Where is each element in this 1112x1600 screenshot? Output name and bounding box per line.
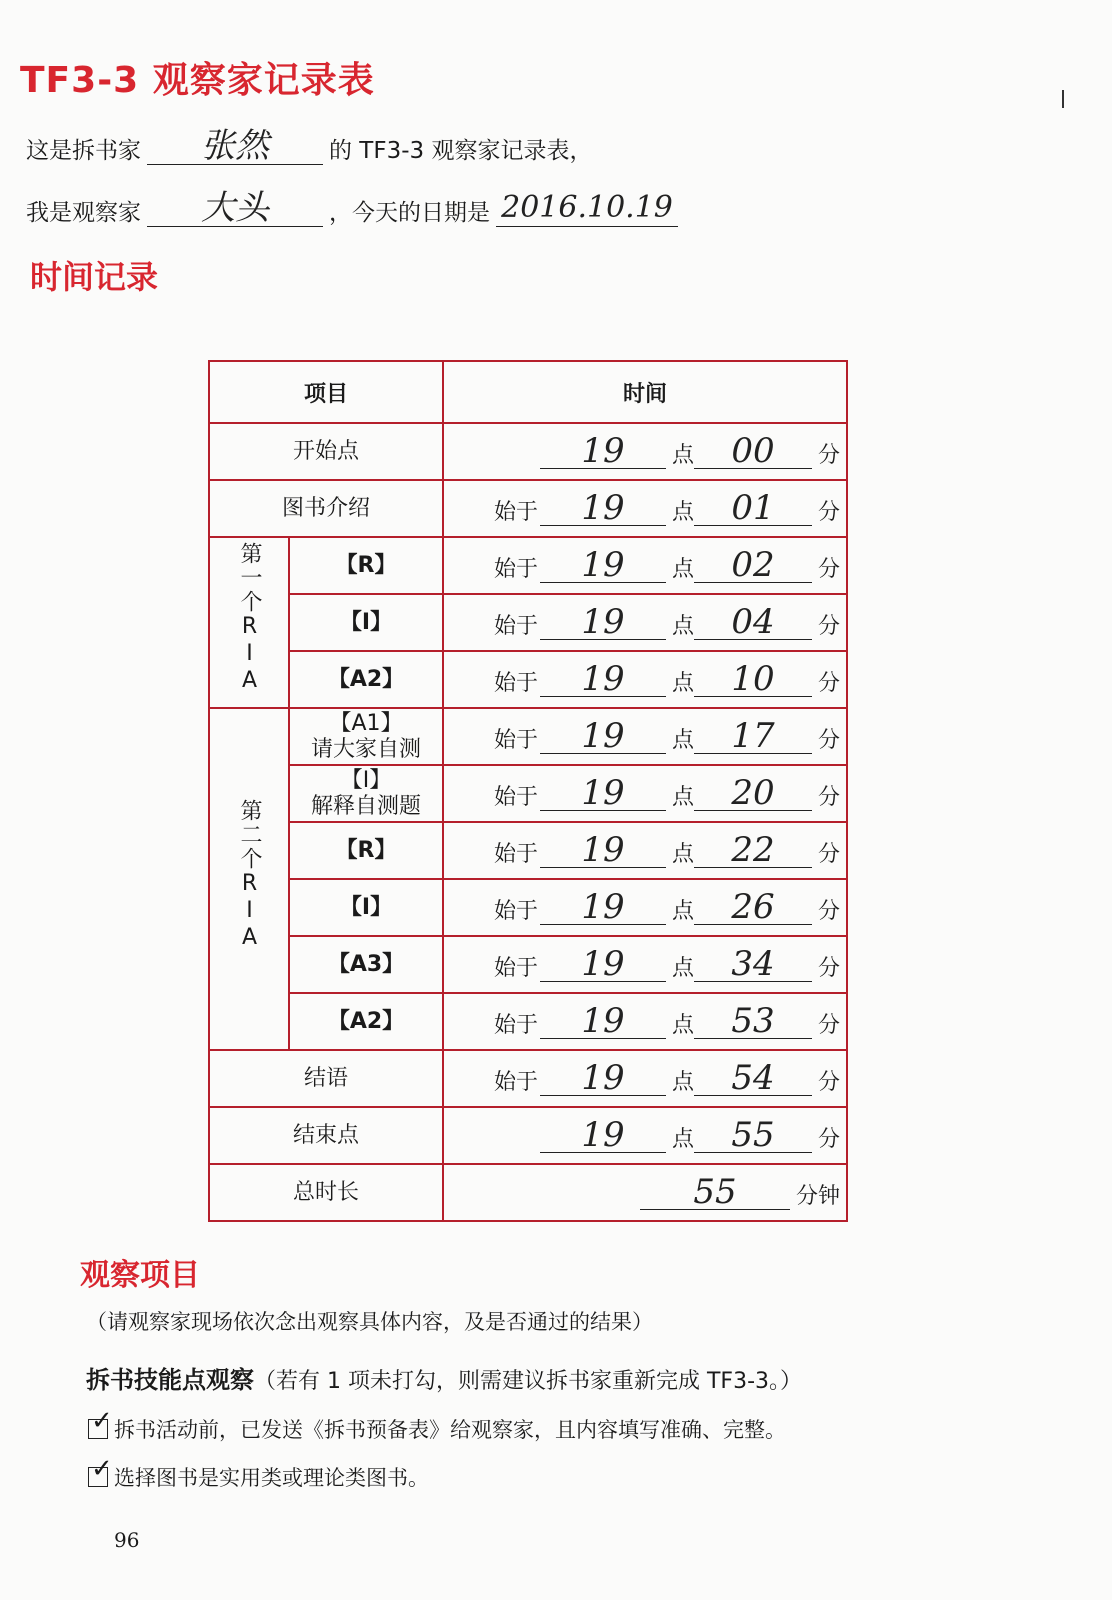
minute-unit: 分: [817, 500, 840, 525]
start-prefix: 始于: [493, 671, 538, 696]
time-cell: [443, 708, 847, 765]
hour-field[interactable]: 19: [540, 1118, 666, 1153]
minute-field[interactable]: 01: [694, 491, 812, 526]
row-label: 结语: [209, 1050, 443, 1107]
author-name-field[interactable]: 张然: [147, 128, 323, 165]
start-prefix: 始于: [493, 557, 538, 582]
row-label: 图书介绍: [209, 480, 443, 537]
row-label: 【A2】: [289, 993, 443, 1050]
checkbox[interactable]: [88, 1454, 113, 1487]
minute-unit: 分: [817, 1127, 840, 1152]
hour-field[interactable]: 19: [540, 491, 666, 526]
hour-unit: 点: [671, 842, 694, 867]
intro-line-2: [26, 190, 684, 227]
minute-unit: 分: [817, 728, 840, 753]
column-header-item: 项目: [209, 361, 443, 423]
row-label: 【I】: [289, 879, 443, 936]
page-title: TF3-3 观察家记录表: [20, 60, 375, 101]
table-row: [209, 936, 847, 993]
minute-field[interactable]: 55: [694, 1118, 812, 1153]
checkbox[interactable]: [88, 1406, 113, 1439]
time-cell: [443, 993, 847, 1050]
hour-unit: 点: [671, 785, 694, 810]
date-field[interactable]: 2016.10.19: [496, 190, 678, 227]
start-prefix: 始于: [493, 899, 538, 924]
minute-unit: 分: [817, 443, 840, 468]
minute-unit: 分: [817, 785, 840, 810]
hour-field[interactable]: 19: [540, 776, 666, 811]
hour-unit: 点: [671, 1013, 694, 1038]
time-record-heading: 时间记录: [30, 258, 159, 296]
minute-unit: 分: [817, 557, 840, 582]
hour-field[interactable]: 19: [540, 1061, 666, 1096]
observation-heading: 观察项目: [80, 1258, 200, 1293]
minute-field[interactable]: 10: [694, 662, 812, 697]
table-row: [209, 879, 847, 936]
hour-unit: 点: [671, 1127, 694, 1152]
checklist-item-text: 拆书活动前，已发送《拆书预备表》给观察家，且内容填写准确、完整。: [114, 1418, 786, 1442]
row-label: 【A3】: [289, 936, 443, 993]
column-header-time: 时间: [443, 361, 847, 423]
time-cell: [443, 480, 847, 537]
observation-note: （请观察家现场依次念出观察具体内容，及是否通过的结果）: [86, 1310, 653, 1334]
checklist-item: [88, 1406, 786, 1444]
intro-line1-suffix: 的 TF3-3 观察家记录表，: [329, 138, 593, 164]
hour-field[interactable]: 19: [540, 890, 666, 925]
table-row: [209, 480, 847, 537]
intro-line2-middle: ，今天的日期是: [329, 200, 490, 226]
row-label: 【R】: [289, 537, 443, 594]
time-cell: [443, 822, 847, 879]
hour-unit: 点: [671, 671, 694, 696]
row-label: 【R】: [289, 822, 443, 879]
hour-unit: 点: [671, 557, 694, 582]
intro-line-1: [26, 128, 592, 165]
table-row: [209, 594, 847, 651]
start-prefix: 始于: [493, 842, 538, 867]
hour-field[interactable]: 19: [540, 605, 666, 640]
time-cell: [443, 1107, 847, 1164]
row-label-code: 【I】: [340, 767, 392, 793]
table-row: [209, 651, 847, 708]
time-cell: [443, 936, 847, 993]
group2-text: 第二个RIA: [237, 798, 262, 952]
hour-unit: 点: [671, 956, 694, 981]
time-cell: [443, 879, 847, 936]
minute-unit: 分: [817, 614, 840, 639]
hour-field[interactable]: 19: [540, 1004, 666, 1039]
hour-unit: 点: [671, 728, 694, 753]
intro-line1-prefix: 这是拆书家: [26, 138, 141, 164]
total-duration-field[interactable]: 55: [640, 1175, 790, 1210]
time-cell: [443, 651, 847, 708]
page-number: 96: [114, 1528, 140, 1552]
check-mark-icon: ✓: [91, 1406, 113, 1436]
row-label-desc: 解释自测题: [310, 793, 421, 819]
row-label: [289, 765, 443, 822]
minute-field[interactable]: 54: [694, 1061, 812, 1096]
hour-field[interactable]: 19: [540, 833, 666, 868]
hour-field[interactable]: 19: [540, 548, 666, 583]
minute-unit: 分: [817, 1070, 840, 1095]
start-prefix: 始于: [493, 728, 538, 753]
hour-unit: 点: [671, 614, 694, 639]
minute-unit: 分: [817, 842, 840, 867]
table-row: [209, 537, 847, 594]
observer-name-field[interactable]: 大头: [147, 190, 323, 227]
minute-unit: 分: [817, 899, 840, 924]
group1-text: 第一个RIA: [237, 542, 262, 695]
start-prefix: 始于: [493, 614, 538, 639]
table-row: [209, 765, 847, 822]
row-label: [289, 708, 443, 765]
minute-field[interactable]: 22: [694, 833, 812, 868]
skill-observation-line: [86, 1360, 802, 1395]
table-row: [209, 993, 847, 1050]
row-label: 【I】: [289, 594, 443, 651]
group-label-first-ria: [209, 537, 289, 708]
start-prefix: 始于: [493, 785, 538, 810]
hour-field[interactable]: 19: [540, 947, 666, 982]
margin-mark: [1062, 90, 1064, 108]
group-label-second-ria: [209, 708, 289, 1050]
hour-field[interactable]: 19: [540, 434, 666, 469]
row-label: 开始点: [209, 423, 443, 480]
minute-field[interactable]: 04: [694, 605, 812, 640]
time-cell: [443, 594, 847, 651]
table-header-row: [209, 361, 847, 423]
minute-field[interactable]: 53: [694, 1004, 812, 1039]
table-row: [209, 423, 847, 480]
row-label-code: 【A1】: [329, 710, 403, 736]
hour-unit: 点: [671, 1070, 694, 1095]
row-label-desc: 请大家自测: [310, 736, 421, 762]
hour-field[interactable]: 19: [540, 719, 666, 754]
skill-note: （若有 1 项未打勾，则需建议拆书家重新完成 TF3-3。）: [254, 1369, 803, 1394]
minutes-unit: 分钟: [795, 1184, 840, 1209]
time-record-table: [208, 360, 848, 1222]
table-row: [209, 1164, 847, 1221]
start-prefix: 始于: [493, 1013, 538, 1038]
time-cell: [443, 423, 847, 480]
time-cell: [443, 537, 847, 594]
hour-unit: 点: [671, 443, 694, 468]
start-prefix: 始于: [493, 1070, 538, 1095]
row-label: 总时长: [209, 1164, 443, 1221]
row-label: 结束点: [209, 1107, 443, 1164]
minute-unit: 分: [817, 671, 840, 696]
minute-field[interactable]: 00: [694, 434, 812, 469]
minute-field[interactable]: 02: [694, 548, 812, 583]
table-row: [209, 1050, 847, 1107]
minute-field[interactable]: 20: [694, 776, 812, 811]
time-cell: [443, 1050, 847, 1107]
checklist-item-text: 选择图书是实用类或理论类图书。: [114, 1466, 429, 1490]
hour-field[interactable]: 19: [540, 662, 666, 697]
intro-line2-prefix: 我是观察家: [26, 200, 141, 226]
table-row: [209, 708, 847, 765]
minute-unit: 分: [817, 1013, 840, 1038]
start-prefix: 始于: [493, 500, 538, 525]
table-row: [209, 1107, 847, 1164]
checklist-item: [88, 1454, 429, 1492]
hour-unit: 点: [671, 500, 694, 525]
time-cell: [443, 765, 847, 822]
row-label: 【A2】: [289, 651, 443, 708]
start-prefix: 始于: [493, 956, 538, 981]
minute-field[interactable]: 17: [694, 719, 812, 754]
skill-title: 拆书技能点观察: [86, 1366, 254, 1394]
hour-unit: 点: [671, 899, 694, 924]
check-mark-icon: ✓: [91, 1454, 113, 1484]
minute-unit: 分: [817, 956, 840, 981]
minute-field[interactable]: 34: [694, 947, 812, 982]
minute-field[interactable]: 26: [694, 890, 812, 925]
table-row: [209, 822, 847, 879]
time-cell: [443, 1164, 847, 1221]
